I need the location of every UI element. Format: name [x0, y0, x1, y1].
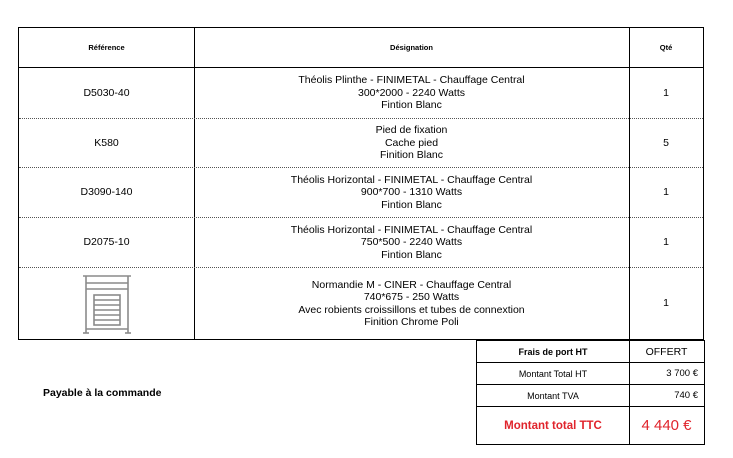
- totals-row-frais: [477, 341, 704, 363]
- ht-label: Montant Total HT: [477, 363, 630, 384]
- row-reference: D2075-10: [83, 236, 130, 249]
- table-header: [19, 28, 703, 68]
- header-qte: Qté: [659, 43, 673, 52]
- designation-line: Finition Blanc: [379, 149, 444, 162]
- designation-line: Fintion Blanc: [381, 248, 442, 261]
- designation-line: 750*500 - 2240 Watts: [360, 236, 463, 249]
- table-row: [19, 68, 703, 118]
- row-qte: 1: [663, 236, 669, 249]
- totals-row-ttc: [477, 407, 704, 444]
- frais-value: OFFERT: [645, 345, 688, 358]
- designation-line: Théolis Plinthe - FINIMETAL - Chauffage Central: [298, 74, 525, 87]
- totals-table: [476, 340, 705, 445]
- designation-line: 740*675 - 250 Watts: [363, 291, 460, 303]
- designation-line: Fintion Blanc: [381, 198, 442, 211]
- row-qte: 1: [663, 297, 669, 310]
- ttc-label: Montant total TTC: [477, 407, 630, 444]
- row-reference: D3090-140: [80, 186, 133, 199]
- row-designation: [194, 119, 629, 167]
- row-designation: [194, 168, 629, 217]
- items-table: [18, 27, 704, 340]
- designation-line: Finition Chrome Poli: [364, 316, 459, 328]
- tva-value: 740 €: [674, 390, 698, 401]
- designation-line: Théolis Horizontal - FINIMETAL - Chauffage Central: [290, 173, 533, 186]
- row-reference-image: [19, 268, 194, 339]
- row-reference: D5030-40: [83, 86, 130, 99]
- row-qte: 1: [663, 186, 669, 199]
- designation-line: Cache pied: [384, 136, 439, 149]
- table-row: [19, 268, 703, 339]
- ttc-value: 4 440 €: [641, 417, 692, 434]
- row-reference: K580: [94, 136, 119, 149]
- totals-row-tva: [477, 385, 704, 407]
- ht-value: 3 700 €: [666, 368, 698, 379]
- frais-label: Frais de port HT: [477, 341, 630, 362]
- table-row: [19, 168, 703, 217]
- payment-terms: Payable à la commande: [43, 387, 162, 399]
- tva-label: Montant TVA: [477, 385, 630, 406]
- designation-line: 300*2000 - 2240 Watts: [357, 86, 465, 99]
- designation-line: Pied de fixation: [375, 124, 448, 137]
- designation-line: 900*700 - 1310 Watts: [360, 186, 463, 199]
- row-designation: [194, 68, 629, 118]
- table-row: [19, 218, 703, 267]
- row-qte: 1: [663, 86, 669, 99]
- designation-line: Normandie M - CINER - Chauffage Central: [311, 278, 512, 291]
- totals-row-ht: [477, 363, 704, 385]
- table-row: [19, 119, 703, 167]
- row-designation: [194, 268, 629, 339]
- row-qte: 5: [663, 136, 669, 149]
- designation-line: Théolis Horizontal - FINIMETAL - Chauffage Central: [290, 223, 533, 236]
- towel-radiator-icon: [80, 273, 134, 335]
- designation-line: Fintion Blanc: [381, 99, 442, 112]
- row-designation: [194, 218, 629, 267]
- header-designation: Désignation: [390, 43, 433, 52]
- designation-line: Avec robients croissillons et tubes de connextion: [298, 303, 525, 316]
- header-reference: Référence: [88, 43, 125, 52]
